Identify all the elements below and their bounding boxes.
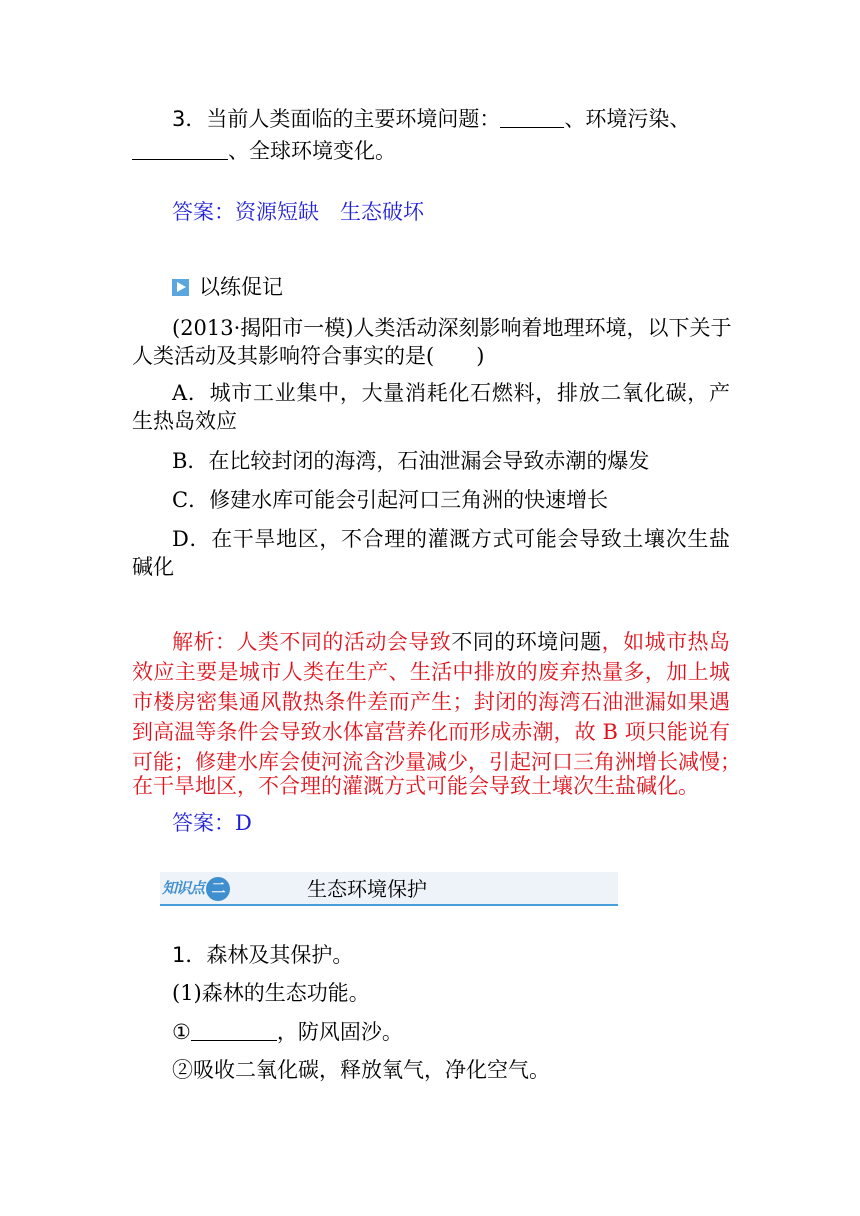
answer-text: D xyxy=(235,811,252,835)
analysis-red-b: ，如城市热岛 xyxy=(601,630,731,654)
play-triangle-icon xyxy=(172,279,189,296)
question-3-text-start: 3．当前人类面临的主要环境问题： xyxy=(172,107,501,131)
analysis-line-3: 市楼房密集通风散热条件差而产生；封闭的海湾石油泄漏如果遇 xyxy=(132,690,730,714)
fill-blank xyxy=(191,1020,277,1041)
question-3-line-1 xyxy=(172,104,690,134)
item-1-suffix: ，防风固沙。 xyxy=(276,1020,403,1044)
practice-heading-text: 以练促记 xyxy=(199,275,283,299)
analysis-label: 解析： xyxy=(172,630,237,654)
badge-text: 知识点 xyxy=(162,879,205,897)
analysis-line-4: 到高温等条件会导致水体富营养化而形成赤潮，故 B 项只能说有 xyxy=(132,720,730,744)
question-3-text-end-2: 、全球环境变化。 xyxy=(228,139,396,163)
answer-label: 答案： xyxy=(172,811,235,835)
analysis-black: 不同的环境问题 xyxy=(451,630,602,654)
answer-2 xyxy=(172,808,252,838)
option-a-line-2: 生热岛效应 xyxy=(132,409,237,433)
question-stem-line-2: 人类活动及其影响符合事实的是( ) xyxy=(132,344,485,368)
fill-blank xyxy=(132,139,228,160)
answer-label: 答案： xyxy=(172,200,235,224)
question-3-line-2 xyxy=(132,136,396,166)
option-d-line-2: 碱化 xyxy=(132,555,174,579)
header-rule xyxy=(160,904,618,906)
option-b: B．在比较封闭的海湾，石油泄漏会导致赤潮的爆发 xyxy=(172,449,650,473)
option-c: C．修建水库可能会引起河口三角洲的快速增长 xyxy=(172,488,609,512)
knowledge-point-title: 生态环境保护 xyxy=(307,877,427,901)
option-d-line-1: D．在干旱地区，不合理的灌溉方式可能会导致土壤次生盐 xyxy=(172,527,730,551)
fill-blank xyxy=(500,107,564,128)
knowledge-point-header xyxy=(160,872,618,908)
section-1-item-1 xyxy=(172,1017,403,1047)
section-1-item-2: ②吸收二氧化碳，释放氧气，净化空气。 xyxy=(172,1058,550,1082)
badge-number: 二 xyxy=(206,877,230,901)
question-stem-line-1: (2013·揭阳市一模)人类活动深刻影响着地理环境，以下关于 xyxy=(172,316,732,340)
knowledge-point-badge xyxy=(162,875,230,902)
analysis-red-a: 人类不同的活动会导致 xyxy=(236,630,452,654)
question-3-text-end: 、环境污染、 xyxy=(564,107,691,131)
analysis-line-2: 效应主要是城市人类在生产、生活中排放的废弃热量多，加上城 xyxy=(132,660,730,684)
item-1-prefix: ① xyxy=(172,1020,191,1044)
practice-heading xyxy=(172,272,283,302)
section-1-sub-1: (1)森林的生态功能。 xyxy=(172,981,370,1005)
analysis-line-1 xyxy=(172,627,730,657)
answer-1 xyxy=(172,197,424,227)
analysis-line-6: 在干旱地区，不合理的灌溉方式可能会导致土壤次生盐碱化。 xyxy=(132,774,699,798)
answer-text: 资源短缺 生态破坏 xyxy=(235,200,424,224)
analysis-line-5: 可能；修建水库会使河流含沙量减少，引起河口三角洲增长减慢； xyxy=(132,750,741,774)
section-1-heading: 1．森林及其保护。 xyxy=(172,943,354,967)
option-a-line-1: A．城市工业集中，大量消耗化石燃料，排放二氧化碳，产 xyxy=(172,381,730,405)
